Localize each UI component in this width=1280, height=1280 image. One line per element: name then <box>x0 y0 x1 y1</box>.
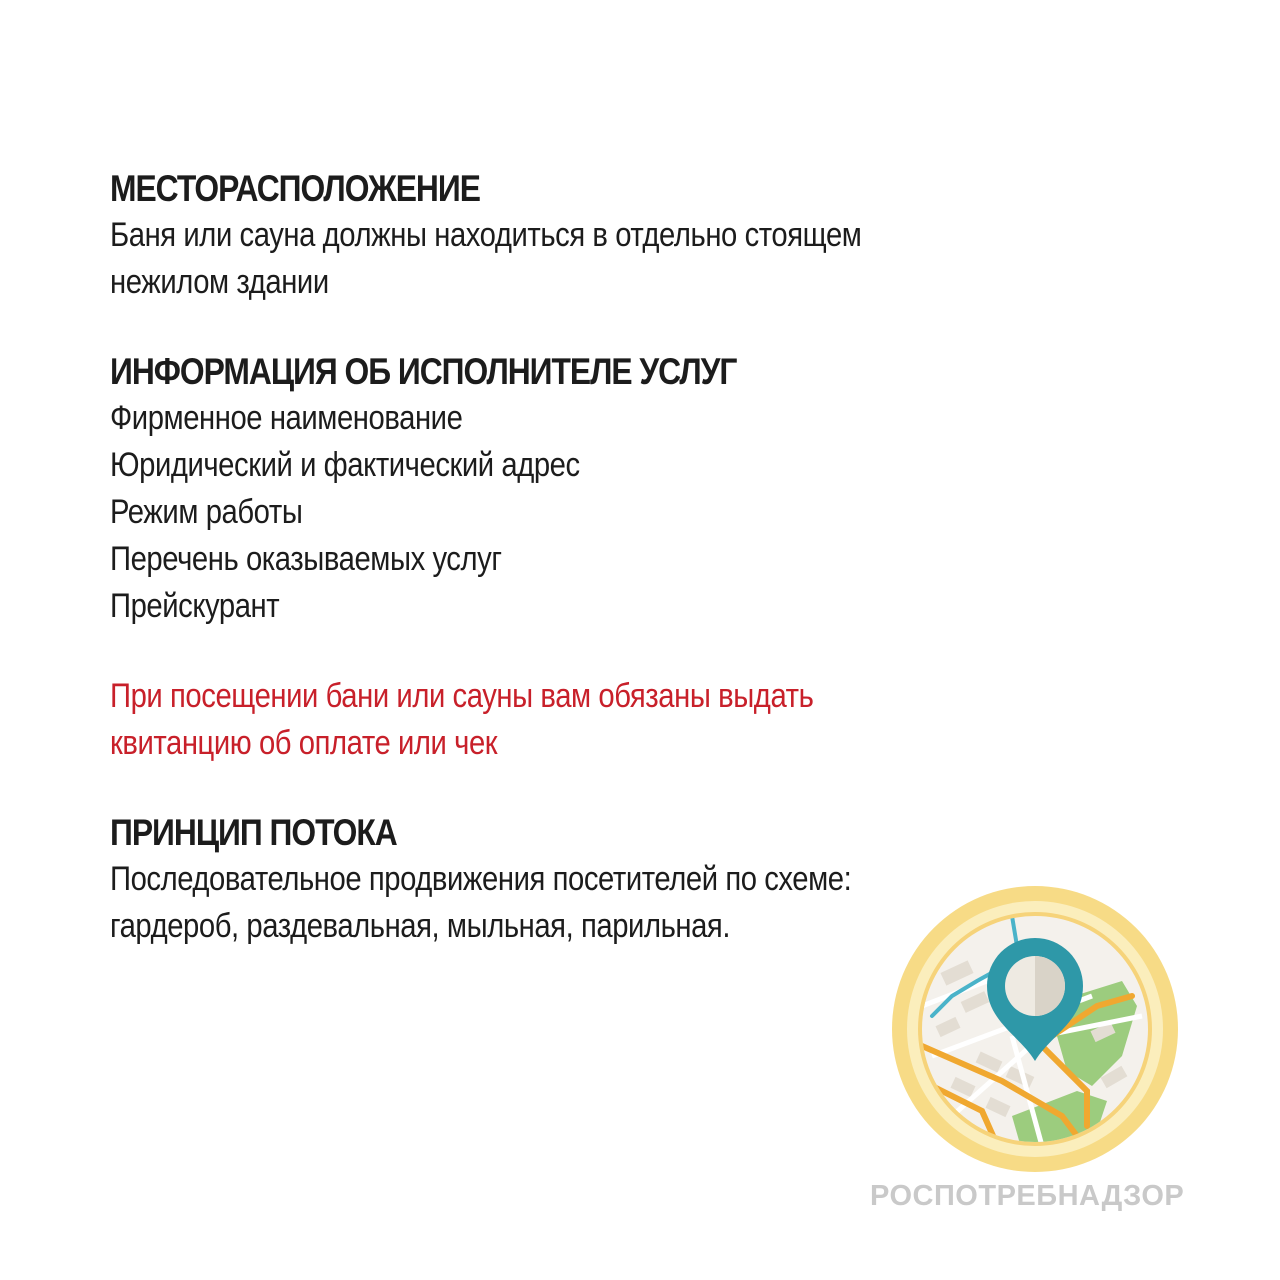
provider-info-title: ИНФОРМАЦИЯ ОБ ИСПОЛНИТЕЛЕ УСЛУГ <box>110 351 737 392</box>
receipt-notice-line: При посещении бани или сауны вам обязаны выдать <box>110 677 814 715</box>
provider-info-item: Режим работы <box>110 493 303 531</box>
location-line: Баня или сауна должны находиться в отдельно стоящем <box>110 216 862 254</box>
location-title: МЕСТОРАСПОЛОЖЕНИЕ <box>110 168 480 209</box>
flow-principle-title: ПРИНЦИП ПОТОКА <box>110 812 397 853</box>
provider-info-item: Фирменное наименование <box>110 399 463 437</box>
flow-principle-line: гардероб, раздевальная, мыльная, парильная. <box>110 907 731 945</box>
provider-info-item: Перечень оказываемых услуг <box>110 540 502 578</box>
main-content <box>110 166 1110 993</box>
provider-info-item: Прейскурант <box>110 587 280 625</box>
provider-info-section <box>110 349 1110 630</box>
receipt-notice-line: квитанцию об оплате или чек <box>110 724 498 762</box>
receipt-notice-section <box>110 673 1110 767</box>
location-line: нежилом здании <box>110 263 329 301</box>
flow-principle-line: Последовательное продвижения посетителей по схеме: <box>110 860 852 898</box>
map-location-pin-icon <box>892 886 1178 1172</box>
brand-logo-text: РОСПОТРЕБНАДЗОР <box>870 1180 1185 1212</box>
provider-info-item: Юридический и фактический адрес <box>110 446 580 484</box>
location-section <box>110 166 1110 306</box>
